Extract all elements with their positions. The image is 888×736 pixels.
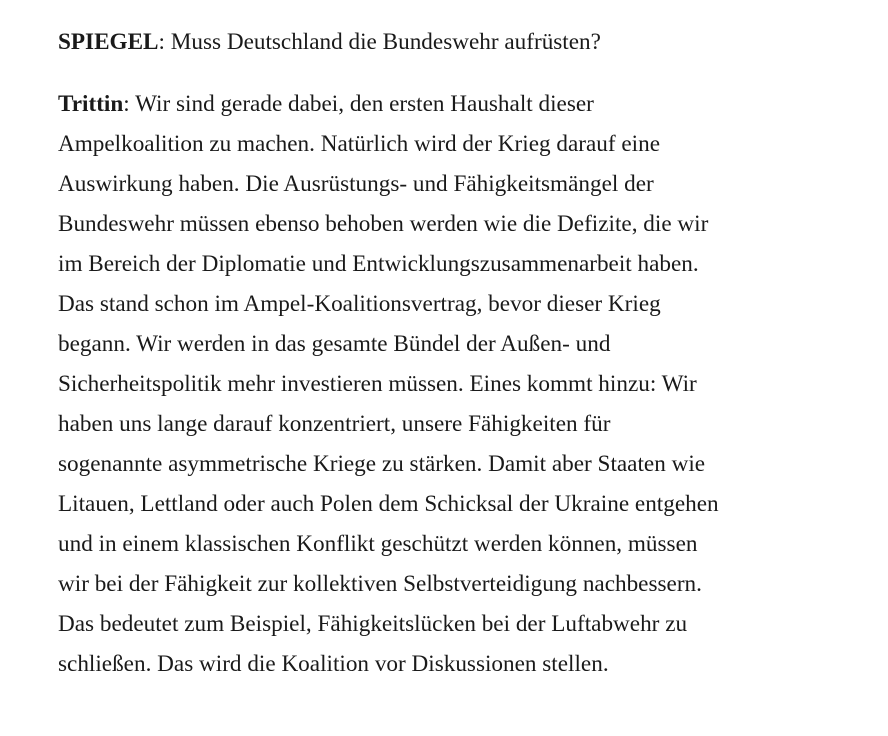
answer-line: und in einem klassischen Konflikt geschützt werden können, müssen (58, 531, 698, 557)
answer-line: Bundeswehr müssen ebenso behoben werden wie die Defizite, die wir (58, 211, 709, 237)
speaker-trittin: Trittin (58, 91, 124, 117)
answer-line: wir bei der Fähigkeit zur kollektiven Selbstverteidigung nachbessern. (58, 571, 702, 597)
answer-line: haben uns lange darauf konzentriert, unsere Fähigkeiten für (58, 411, 611, 437)
answer-paragraph (58, 84, 882, 684)
answer-line: begann. Wir werden in das gesamte Bündel der Außen- und (58, 331, 611, 357)
answer-line: Sicherheitspolitik mehr investieren müssen. Eines kommt hinzu: Wir (58, 371, 697, 397)
question-text: : Muss Deutschland die Bundeswehr aufrüsten? (158, 29, 601, 55)
answer-line: Litauen, Lettland oder auch Polen dem Schicksal der Ukraine entgehen (58, 491, 719, 517)
answer-text: : Wir sind gerade dabei, den ersten Haushalt dieser (123, 91, 594, 117)
answer-line: Das bedeutet zum Beispiel, Fähigkeitslücken bei der Luftabwehr zu (58, 611, 688, 637)
speaker-spiegel: SPIEGEL (58, 29, 159, 55)
answer-line (58, 84, 882, 124)
answer-line: Das stand schon im Ampel-Koalitionsvertrag, bevor dieser Krieg (58, 291, 661, 317)
answer-line: schließen. Das wird die Koalition vor Diskussionen stellen. (58, 651, 609, 677)
question-paragraph (58, 22, 882, 62)
article-body (58, 22, 882, 706)
answer-line: Ampelkoalition zu machen. Natürlich wird der Krieg darauf eine (58, 131, 661, 157)
answer-line: im Bereich der Diplomatie und Entwicklungszusammenarbeit haben. (58, 251, 699, 277)
question-line (58, 22, 882, 62)
answer-line: Auswirkung haben. Die Ausrüstungs- und Fähigkeitsmängel der (58, 171, 654, 197)
answer-line: sogenannte asymmetrische Kriege zu stärken. Damit aber Staaten wie (58, 451, 706, 477)
